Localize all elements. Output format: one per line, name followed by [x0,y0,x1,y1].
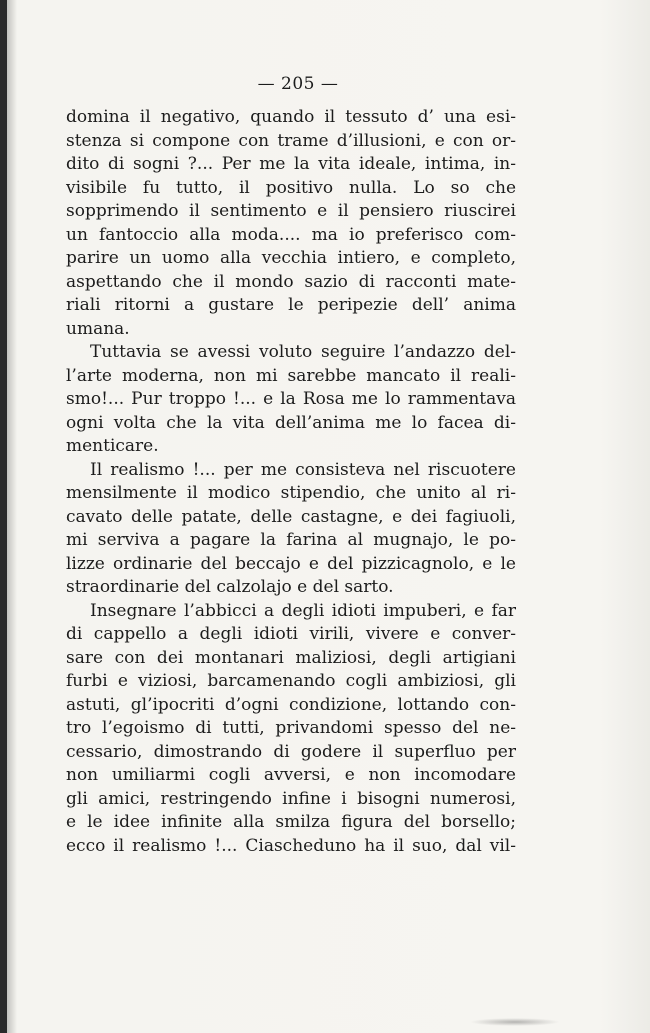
paragraph-start-line: Il realismo !... per me consisteva nel riscuotere [90,459,516,480]
text-line: straordinarie del calzolajo e del sarto. [66,577,394,597]
text-line: umana. [66,318,130,339]
text-line: smo!... Pur troppo !... e la Rosa me lo rammentava [66,389,516,409]
page-number: — 205 — [257,74,339,94]
text-line: cessario, dimostrando di godere il superfluo per [66,741,516,762]
text-line: non umiliarmi cogli avversi, e non incomodare [66,765,516,785]
text-line: sare con dei montanari maliziosi, degli artigiani [66,647,516,668]
paragraph-start-line: Insegnare l’abbicci a degli idioti impuberi, e far [90,600,516,621]
text-line: menticare. [66,436,159,456]
text-line: parire un uomo alla vecchia intiero, e completo, [66,248,516,268]
spine-shadow [7,0,17,1033]
text-line: l’arte moderna, non mi sarebbe mancato il reali- [66,365,516,386]
text-line: visibile fu tutto, il positivo nulla. Lo so che [66,177,516,198]
text-line: un fantoccio alla moda.... ma io preferisco com- [66,224,516,245]
paragraph-start-line: Tuttavia se avessi voluto seguire l’andazzo del- [90,342,516,362]
text-line: stenza si compone con trame d’illusioni, e con or- [66,130,516,151]
text-line: astuti, gl’ipocriti d’ogni condizione, lottando con- [66,694,516,715]
page-spine-edge [0,0,7,1033]
text-line: e le idee infinite alla smilza figura del borsello; [66,812,516,832]
text-line: aspettando che il mondo sazio di racconti mate- [66,271,516,292]
text-line: cavato delle patate, delle castagne, e dei fagiuoli, [66,506,516,527]
text-line: mensilmente il modico stipendio, che unito al ri- [66,483,516,503]
text-line: gli amici, restringendo infine i bisogni numerosi, [66,788,516,809]
text-line: dito di sogni ?... Per me la vita ideale, intima, in- [66,154,516,174]
text-line: domina il negativo, quando il tessuto d’ una esi- [66,107,516,127]
text-line: lizze ordinarie del beccajo e del pizzicagnolo, e le [66,553,516,574]
text-line: sopprimendo il sentimento e il pensiero riuscirei [66,201,516,221]
text-line: riali ritorni a gustare le peripezie dell’ anima [66,295,516,315]
print-smudge [470,1018,560,1026]
text-line: di cappello a degli idioti virili, vivere e conver- [66,624,516,644]
text-line: ecco il realismo !... Ciascheduno ha il suo, dal vil- [66,835,516,856]
text-line: ogni volta che la vita dell’anima me lo facea di- [66,412,516,433]
body-text [66,106,516,858]
text-line: mi serviva a pagare la farina al mugnajo, le po- [66,530,516,550]
text-line: furbi e viziosi, barcamenando cogli ambiziosi, gli [66,671,516,691]
text-line: tro l’egoismo di tutti, privandomi spesso del ne- [66,718,516,738]
